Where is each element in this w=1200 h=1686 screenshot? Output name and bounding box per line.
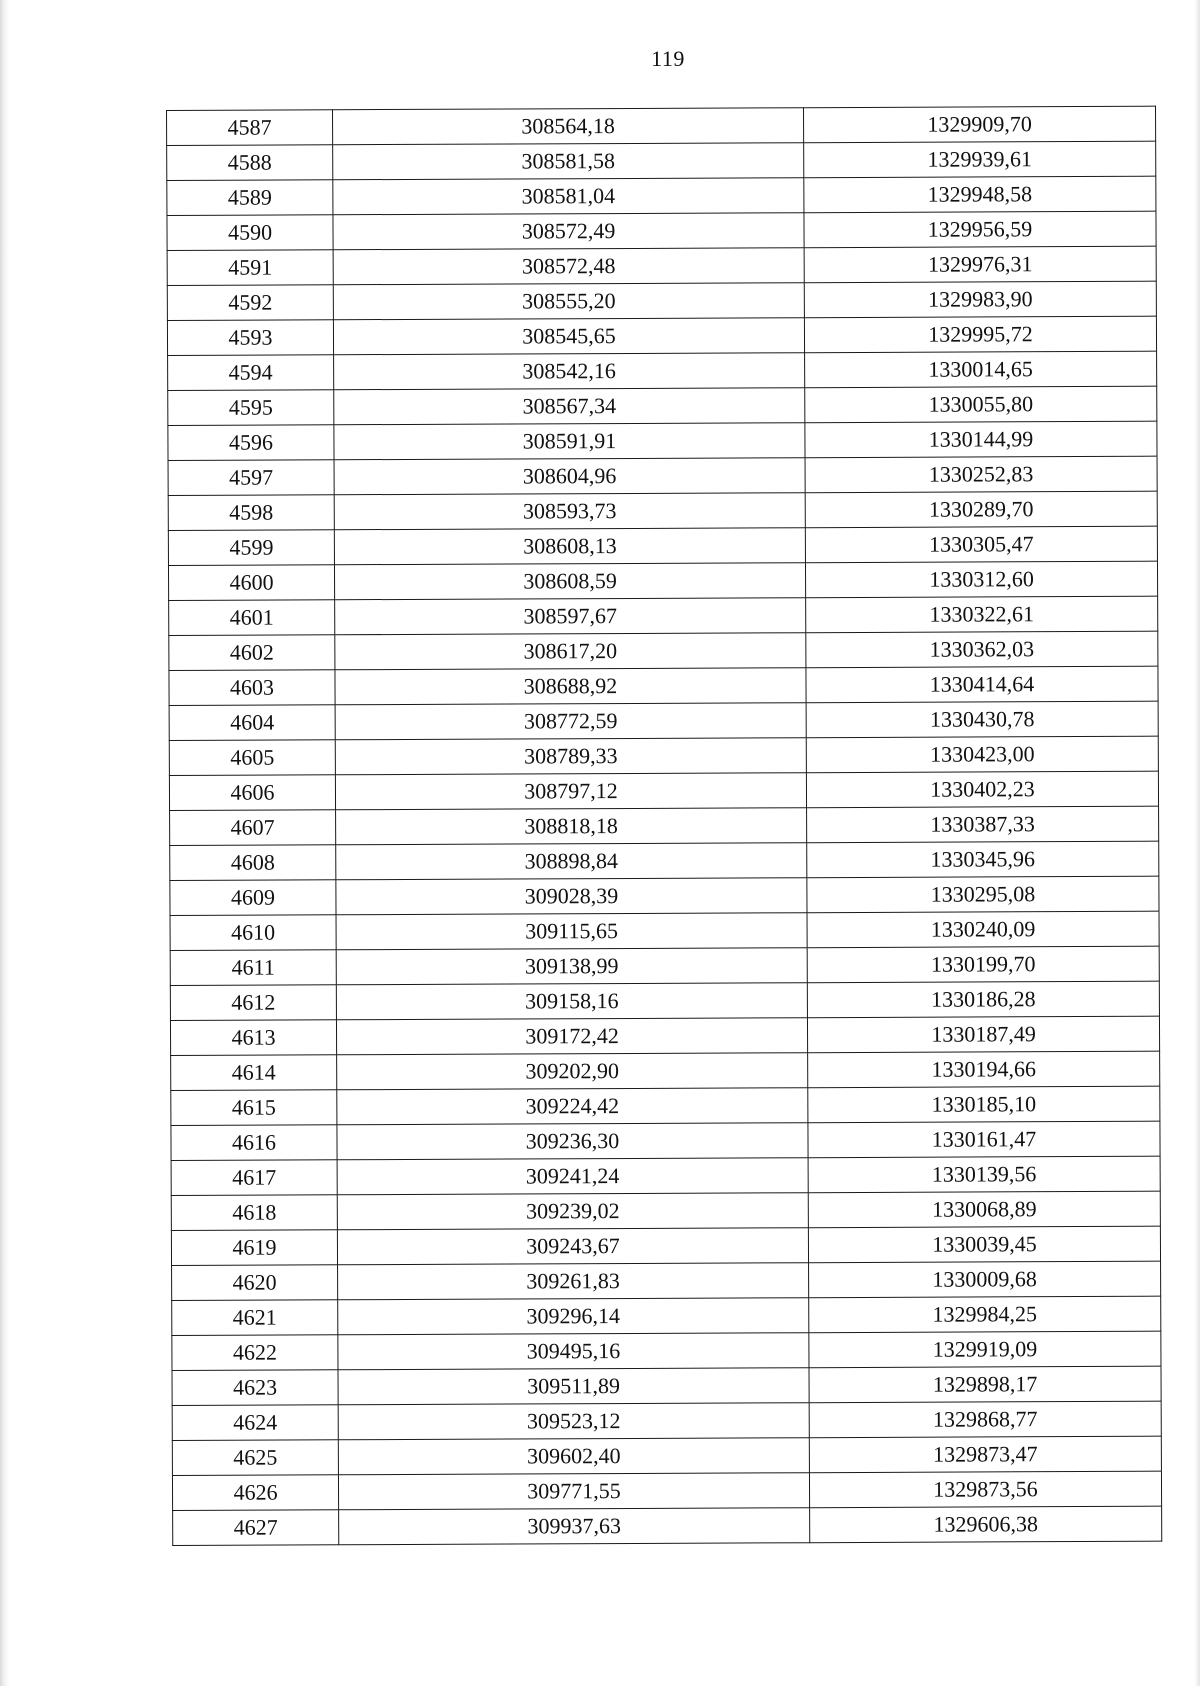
point-number-cell: 4601 [169, 600, 335, 636]
point-number-cell: 4604 [169, 705, 335, 741]
x-coordinate-cell: 309028,39 [336, 878, 807, 915]
point-number-cell: 4600 [168, 565, 334, 601]
table-row [167, 246, 1156, 285]
x-coordinate-cell: 308772,59 [335, 703, 806, 740]
x-coordinate-cell: 308572,48 [333, 248, 804, 285]
point-number-cell: 4609 [170, 880, 336, 916]
coordinates-table [166, 106, 1162, 1546]
x-coordinate-cell: 308797,12 [335, 773, 806, 810]
table-row [170, 806, 1159, 845]
point-number-cell: 4624 [172, 1405, 338, 1441]
x-coordinate-cell: 309937,63 [339, 1508, 810, 1545]
y-coordinate-cell: 1329868,77 [809, 1401, 1161, 1438]
x-coordinate-cell: 309523,12 [338, 1403, 809, 1440]
table-row [170, 981, 1159, 1020]
y-coordinate-cell: 1330144,99 [805, 421, 1157, 458]
table-row [170, 1016, 1159, 1055]
y-coordinate-cell: 1330240,09 [807, 911, 1159, 948]
y-coordinate-cell: 1329948,58 [804, 176, 1156, 213]
point-number-cell: 4588 [167, 145, 333, 181]
page-number: 119 [651, 46, 685, 71]
table-row [169, 666, 1158, 705]
y-coordinate-cell: 1329919,09 [809, 1331, 1161, 1368]
point-number-cell: 4625 [172, 1440, 338, 1476]
y-coordinate-cell: 1330414,64 [806, 666, 1158, 703]
x-coordinate-cell: 309495,16 [338, 1333, 809, 1370]
point-number-cell: 4623 [172, 1370, 338, 1406]
y-coordinate-cell: 1330055,80 [805, 386, 1157, 423]
table-row [167, 211, 1156, 250]
x-coordinate-cell: 309138,99 [336, 948, 807, 985]
point-number-cell: 4599 [168, 530, 334, 566]
x-coordinate-cell: 308591,91 [334, 423, 805, 460]
x-coordinate-cell: 308617,20 [335, 633, 806, 670]
table-row [171, 1226, 1160, 1265]
x-coordinate-cell: 309296,14 [338, 1298, 809, 1335]
table-row [169, 701, 1158, 740]
y-coordinate-cell: 1330161,47 [808, 1121, 1160, 1158]
point-number-cell: 4607 [170, 810, 336, 846]
y-coordinate-cell: 1329939,61 [804, 141, 1156, 178]
point-number-cell: 4622 [172, 1335, 338, 1371]
x-coordinate-cell: 308567,34 [334, 388, 805, 425]
point-number-cell: 4608 [170, 845, 336, 881]
y-coordinate-cell: 1330185,10 [808, 1086, 1160, 1123]
point-number-cell: 4594 [168, 355, 334, 391]
y-coordinate-cell: 1329956,59 [804, 211, 1156, 248]
y-coordinate-cell: 1329873,47 [809, 1436, 1161, 1473]
coordinates-table-body [167, 106, 1162, 1545]
table-row [172, 1436, 1161, 1475]
table-row [172, 1401, 1161, 1440]
x-coordinate-cell: 308593,73 [334, 493, 805, 530]
x-coordinate-cell: 309602,40 [338, 1438, 809, 1475]
table-row [169, 596, 1158, 635]
y-coordinate-cell: 1330187,49 [807, 1016, 1159, 1053]
y-coordinate-cell: 1329984,25 [809, 1296, 1161, 1333]
table-row [169, 631, 1158, 670]
point-number-cell: 4590 [167, 215, 333, 251]
table-row [170, 876, 1159, 915]
table-row [171, 1121, 1160, 1160]
x-coordinate-cell: 308555,20 [333, 283, 804, 320]
table-row [168, 351, 1157, 390]
table-row [172, 1471, 1161, 1510]
point-number-cell: 4612 [170, 985, 336, 1021]
x-coordinate-cell: 309224,42 [337, 1088, 808, 1125]
point-number-cell: 4615 [171, 1090, 337, 1126]
y-coordinate-cell: 1330194,66 [808, 1051, 1160, 1088]
y-coordinate-cell: 1330345,96 [807, 841, 1159, 878]
table-row [171, 1086, 1160, 1125]
x-coordinate-cell: 309115,65 [336, 913, 807, 950]
point-number-cell: 4587 [167, 110, 333, 146]
table-row [173, 1506, 1162, 1545]
x-coordinate-cell: 308597,67 [335, 598, 806, 635]
point-number-cell: 4616 [171, 1125, 337, 1161]
table-row [171, 1156, 1160, 1195]
x-coordinate-cell: 308564,18 [333, 108, 804, 145]
point-number-cell: 4610 [170, 915, 336, 951]
x-coordinate-cell: 308542,16 [334, 353, 805, 390]
point-number-cell: 4618 [171, 1195, 337, 1231]
table-row [168, 456, 1157, 495]
table-row [170, 911, 1159, 950]
y-coordinate-cell: 1329898,17 [809, 1366, 1161, 1403]
y-coordinate-cell: 1330312,60 [805, 561, 1157, 598]
table-row [168, 491, 1157, 530]
table-row [172, 1261, 1161, 1300]
y-coordinate-cell: 1329606,38 [810, 1506, 1162, 1543]
table-row [171, 1191, 1160, 1230]
x-coordinate-cell: 308789,33 [335, 738, 806, 775]
table-row [167, 176, 1156, 215]
point-number-cell: 4603 [169, 670, 335, 706]
x-coordinate-cell: 308688,92 [335, 668, 806, 705]
y-coordinate-cell: 1330039,45 [808, 1226, 1160, 1263]
table-row [170, 946, 1159, 985]
point-number-cell: 4606 [169, 775, 335, 811]
point-number-cell: 4597 [168, 460, 334, 496]
point-number-cell: 4593 [167, 320, 333, 356]
table-row [167, 281, 1156, 320]
x-coordinate-cell: 308572,49 [333, 213, 804, 250]
y-coordinate-cell: 1329995,72 [804, 316, 1156, 353]
table-row [168, 526, 1157, 565]
y-coordinate-cell: 1330362,03 [806, 631, 1158, 668]
y-coordinate-cell: 1330009,68 [809, 1261, 1161, 1298]
y-coordinate-cell: 1330199,70 [807, 946, 1159, 983]
y-coordinate-cell: 1330295,08 [807, 876, 1159, 913]
point-number-cell: 4619 [171, 1230, 337, 1266]
x-coordinate-cell: 309239,02 [337, 1193, 808, 1230]
x-coordinate-cell: 309202,90 [337, 1053, 808, 1090]
y-coordinate-cell: 1330423,00 [806, 736, 1158, 773]
x-coordinate-cell: 308818,18 [336, 808, 807, 845]
x-coordinate-cell: 309236,30 [337, 1123, 808, 1160]
table-row [169, 771, 1158, 810]
coordinates-table-container [166, 110, 1155, 1546]
point-number-cell: 4613 [170, 1020, 336, 1056]
y-coordinate-cell: 1329909,70 [803, 106, 1155, 143]
table-row [172, 1331, 1161, 1370]
y-coordinate-cell: 1330068,89 [808, 1191, 1160, 1228]
point-number-cell: 4598 [168, 495, 334, 531]
point-number-cell: 4611 [170, 950, 336, 986]
x-coordinate-cell: 309261,83 [338, 1263, 809, 1300]
table-row [167, 141, 1156, 180]
table-row [168, 386, 1157, 425]
table-row [167, 106, 1156, 145]
scan-edge-left [0, 0, 10, 1686]
y-coordinate-cell: 1330252,83 [805, 456, 1157, 493]
table-row [172, 1366, 1161, 1405]
table-row [172, 1296, 1161, 1335]
point-number-cell: 4621 [172, 1300, 338, 1336]
y-coordinate-cell: 1330322,61 [806, 596, 1158, 633]
y-coordinate-cell: 1330289,70 [805, 491, 1157, 528]
x-coordinate-cell: 308581,58 [333, 143, 804, 180]
x-coordinate-cell: 309172,42 [336, 1018, 807, 1055]
table-row [171, 1051, 1160, 1090]
y-coordinate-cell: 1330186,28 [807, 981, 1159, 1018]
x-coordinate-cell: 308545,65 [333, 318, 804, 355]
point-number-cell: 4614 [171, 1055, 337, 1091]
y-coordinate-cell: 1329873,56 [809, 1471, 1161, 1508]
x-coordinate-cell: 308581,04 [333, 178, 804, 215]
point-number-cell: 4617 [171, 1160, 337, 1196]
point-number-cell: 4602 [169, 635, 335, 671]
y-coordinate-cell: 1329983,90 [804, 281, 1156, 318]
y-coordinate-cell: 1330014,65 [805, 351, 1157, 388]
x-coordinate-cell: 309241,24 [337, 1158, 808, 1195]
table-row [168, 421, 1157, 460]
y-coordinate-cell: 1330430,78 [806, 701, 1158, 738]
table-row [169, 736, 1158, 775]
x-coordinate-cell: 309771,55 [338, 1473, 809, 1510]
x-coordinate-cell: 308604,96 [334, 458, 805, 495]
y-coordinate-cell: 1330387,33 [807, 806, 1159, 843]
scan-edge-right [1194, 0, 1200, 1686]
point-number-cell: 4595 [168, 390, 334, 426]
x-coordinate-cell: 309243,67 [337, 1228, 808, 1265]
point-number-cell: 4627 [173, 1510, 339, 1546]
y-coordinate-cell: 1329976,31 [804, 246, 1156, 283]
point-number-cell: 4626 [172, 1475, 338, 1511]
x-coordinate-cell: 309158,16 [336, 983, 807, 1020]
y-coordinate-cell: 1330402,23 [806, 771, 1158, 808]
point-number-cell: 4605 [169, 740, 335, 776]
point-number-cell: 4591 [167, 250, 333, 286]
table-row [168, 561, 1157, 600]
point-number-cell: 4596 [168, 425, 334, 461]
x-coordinate-cell: 308898,84 [336, 843, 807, 880]
y-coordinate-cell: 1330139,56 [808, 1156, 1160, 1193]
table-row [170, 841, 1159, 880]
y-coordinate-cell: 1330305,47 [805, 526, 1157, 563]
table-row [167, 316, 1156, 355]
x-coordinate-cell: 308608,59 [334, 563, 805, 600]
point-number-cell: 4620 [172, 1265, 338, 1301]
point-number-cell: 4592 [167, 285, 333, 321]
x-coordinate-cell: 308608,13 [334, 528, 805, 565]
point-number-cell: 4589 [167, 180, 333, 216]
x-coordinate-cell: 309511,89 [338, 1368, 809, 1405]
